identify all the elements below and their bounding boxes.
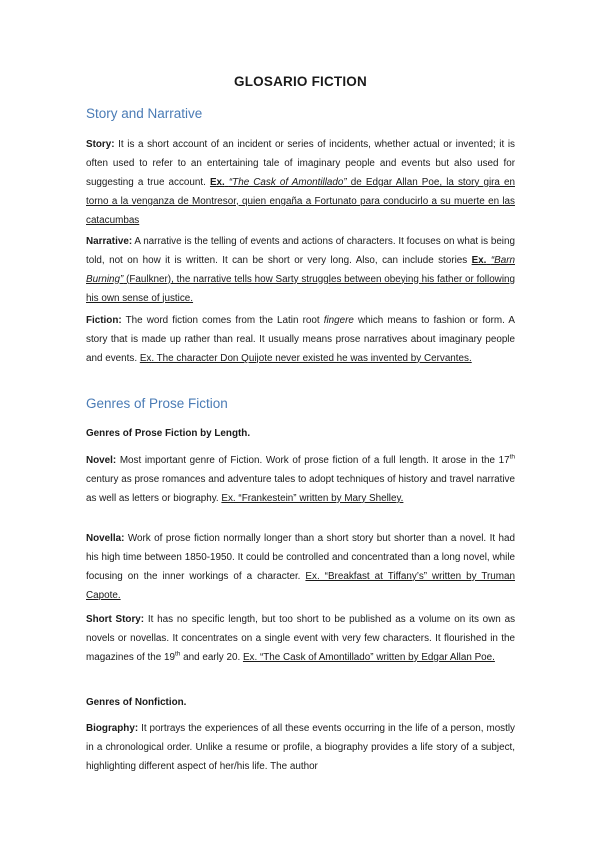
subheading-genres-nonfiction: Genres of Nonfiction.: [86, 697, 187, 708]
term-story: Story:: [86, 139, 115, 150]
subheading-genres-by-length: Genres of Prose Fiction by Length.: [86, 428, 251, 439]
novel-text-b: century as prose romances and adventure tales to adopt techniques of history and travel narrative as well as letters or biography.: [86, 473, 515, 504]
story-ex-label: Ex.: [209, 176, 225, 188]
paragraph-narrative: [86, 233, 515, 309]
fiction-text-a: The word fiction comes from the Latin root: [121, 315, 324, 326]
fiction-example: Ex. The character Don Quijote never existed he was invented by Cervantes.: [139, 352, 472, 364]
paragraph-novella: [86, 530, 515, 606]
term-narrative: Narrative:: [86, 236, 133, 247]
narrative-ex-title: “Barn Burning”: [86, 254, 515, 285]
section-heading-genres: Genres of Prose Fiction: [86, 396, 228, 411]
biography-text: It portrays the experiences of all these events occurring in the life of a person, mostly in a chronological order. Unlike a resume or profile, a biography provides a life story of a subject, highlighting different aspect of her/his life. The author: [86, 723, 515, 772]
story-text: It is a short account of an incident or series of incidents, whether actual or invented; it is often used to refer to an entertaining tale of imaginary people and events but also used for suggesting a true account.: [86, 139, 515, 188]
paragraph-fiction: [86, 312, 515, 369]
narrative-ex-text: (Faulkner), the narrative tells how Sarty struggles between obeying his father or following his own sense of justice.: [86, 273, 515, 304]
story-ex-text: de Edgar Allan Poe, la story gira en torno a la venganza de Montresor, quien engaña a Fortunato para conducirlo a su muerte en las catacumbas: [86, 176, 515, 226]
term-fiction: Fiction:: [86, 315, 122, 326]
narrative-text: A narrative is the telling of events and actions of characters. It focuses on what is being told, not on how it is written. It can be short or very long. Also, can include stories: [86, 236, 515, 266]
novella-example: Ex. “Breakfast at Tiffany’s” written by Truman Capote.: [86, 570, 516, 601]
short-story-text-b: and early 20.: [180, 651, 243, 663]
novel-superscript: th: [509, 453, 515, 461]
paragraph-biography: [86, 720, 515, 777]
novel-text-a: Most important genre of Fiction. Work of prose fiction of a full length. It arose in the 17: [116, 455, 510, 466]
term-novella: Novella:: [86, 533, 125, 544]
section-heading-story-narrative: Story and Narrative: [86, 106, 203, 121]
term-biography: Biography:: [86, 723, 139, 734]
short-story-superscript: th: [174, 650, 181, 658]
narrative-ex-label: Ex.: [471, 254, 487, 266]
paragraph-story: [86, 136, 515, 231]
paragraph-novel: [86, 452, 515, 509]
short-story-text-a: It has no specific length, but too short to be published as a volume on its own as novels or novellas. It concentrates on a single event with very few characters. It flourished in the magazines of the 19: [86, 614, 516, 663]
short-story-example: Ex. “The Cask of Amontillado” written by Edgar Allan Poe.: [242, 651, 495, 663]
novella-text: Work of prose fiction normally longer than a short story but shorter than a novel. It had his high time between 1850-1950. It could be controlled and concentrated than a long novel, while focusing on the inner workings of a character.: [86, 533, 515, 582]
fiction-latin-word: fingere: [323, 315, 354, 326]
document-title: GLOSARIO FICTION: [234, 74, 367, 89]
fiction-text-b: which means to fashion or form. A story that is made up rather than real. It usually means prose narratives about imaginary people and events.: [86, 315, 515, 364]
term-novel: Novel:: [86, 455, 117, 466]
story-ex-title: “The Cask of Amontillado”: [228, 176, 347, 188]
paragraph-short-story: [86, 611, 515, 668]
term-short-story: Short Story:: [86, 614, 145, 625]
novel-example: Ex. “Frankestein” written by Mary Shelley.: [221, 492, 404, 504]
